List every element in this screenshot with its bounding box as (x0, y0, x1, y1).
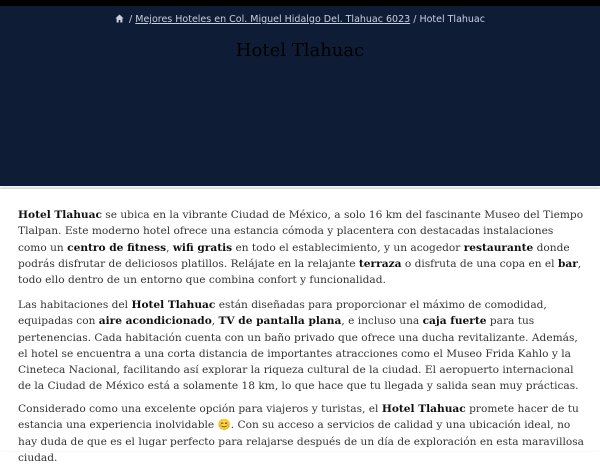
highlighted-text: centro de fitness (67, 241, 167, 254)
paragraph-text: donde podrás disfrutar de deliciosos platillos. Relájate en la relajante (18, 241, 570, 270)
paragraph-text: , (166, 241, 173, 254)
page-title: Hotel Tlahuac (235, 40, 365, 61)
paragraph-text: promete hacer de tu estancia una experiencia inolvidable 😊. Con su acceso a servicios de calidad y una ubicación ideal, no hay duda de que es el lugar perfecto para relajarse después de un día de exploración en esta maravillosa ciudad. (18, 403, 584, 464)
paragraph-text: , todo ello dentro de un entorno que combina confort y funcionalidad. (18, 257, 582, 287)
paragraph-text: Las habitaciones del (18, 299, 132, 311)
highlighted-text: Hotel Tlahuac (131, 299, 216, 311)
highlighted-text: terraza (358, 257, 402, 270)
highlighted-text: wifi gratis (172, 241, 233, 254)
highlighted-text: TV de pantalla plana (218, 315, 342, 328)
description-card (0, 188, 600, 464)
highlighted-text: aire acondicionado (98, 315, 212, 328)
paragraph-text: o disfruta de una copa en el (401, 257, 558, 270)
home-icon[interactable] (115, 14, 124, 23)
hero-banner (0, 6, 600, 186)
highlighted-text: restaurante (463, 241, 534, 254)
highlighted-text: Hotel Tlahuac (18, 209, 102, 221)
description-paragraph (18, 401, 584, 466)
description-paragraph (18, 207, 584, 288)
highlighted-text: bar (557, 257, 578, 270)
paragraph-text: , (211, 315, 219, 328)
breadcrumb-link-hotels[interactable]: Mejores Hoteles en Col. Miguel Hidalgo Del. Tlahuac 6023 (135, 14, 411, 25)
highlighted-text: Hotel Tlahuac (381, 403, 466, 415)
paragraph-text: Considerado como una excelente opción para viajeros y turistas, el (18, 403, 382, 415)
paragraph-text: en todo el establecimiento, y un acogedor (232, 241, 464, 254)
breadcrumb-separator: / (413, 14, 417, 25)
paragraph-text: , e incluso una (341, 315, 423, 328)
breadcrumb-current: Hotel Tlahuac (419, 14, 485, 25)
breadcrumb-separator: / (129, 14, 133, 25)
paragraph-text: para tus pertenencias. Cada habitación cuenta con un baño privado que ofrece una ducha revitalizante. Además, el hotel se encuentra a una corta distancia de importantes atracciones como el Museo Frida Kahlo y la Cineteca Nacional, facilitando así explorar la riqueza cultural de la ciudad. El aeropuerto internacional de la Ciudad de México está a solamente 18 km, lo que hace que tu llegada y salida sean muy prácticas. (18, 315, 579, 393)
paragraph-text: están diseñadas para proporcionar el máximo de comodidad, equipadas con (18, 299, 547, 328)
breadcrumb (0, 14, 600, 25)
highlighted-text: caja fuerte (422, 315, 487, 328)
paragraph-text: se ubica en la vibrante Ciudad de México, a solo 16 km del fascinante Museo del Tiempo Tlalpan. Este moderno hotel ofrece una estancia cómoda y placentera con destacadas instalaciones como un (18, 209, 584, 254)
description-paragraph (18, 297, 584, 395)
